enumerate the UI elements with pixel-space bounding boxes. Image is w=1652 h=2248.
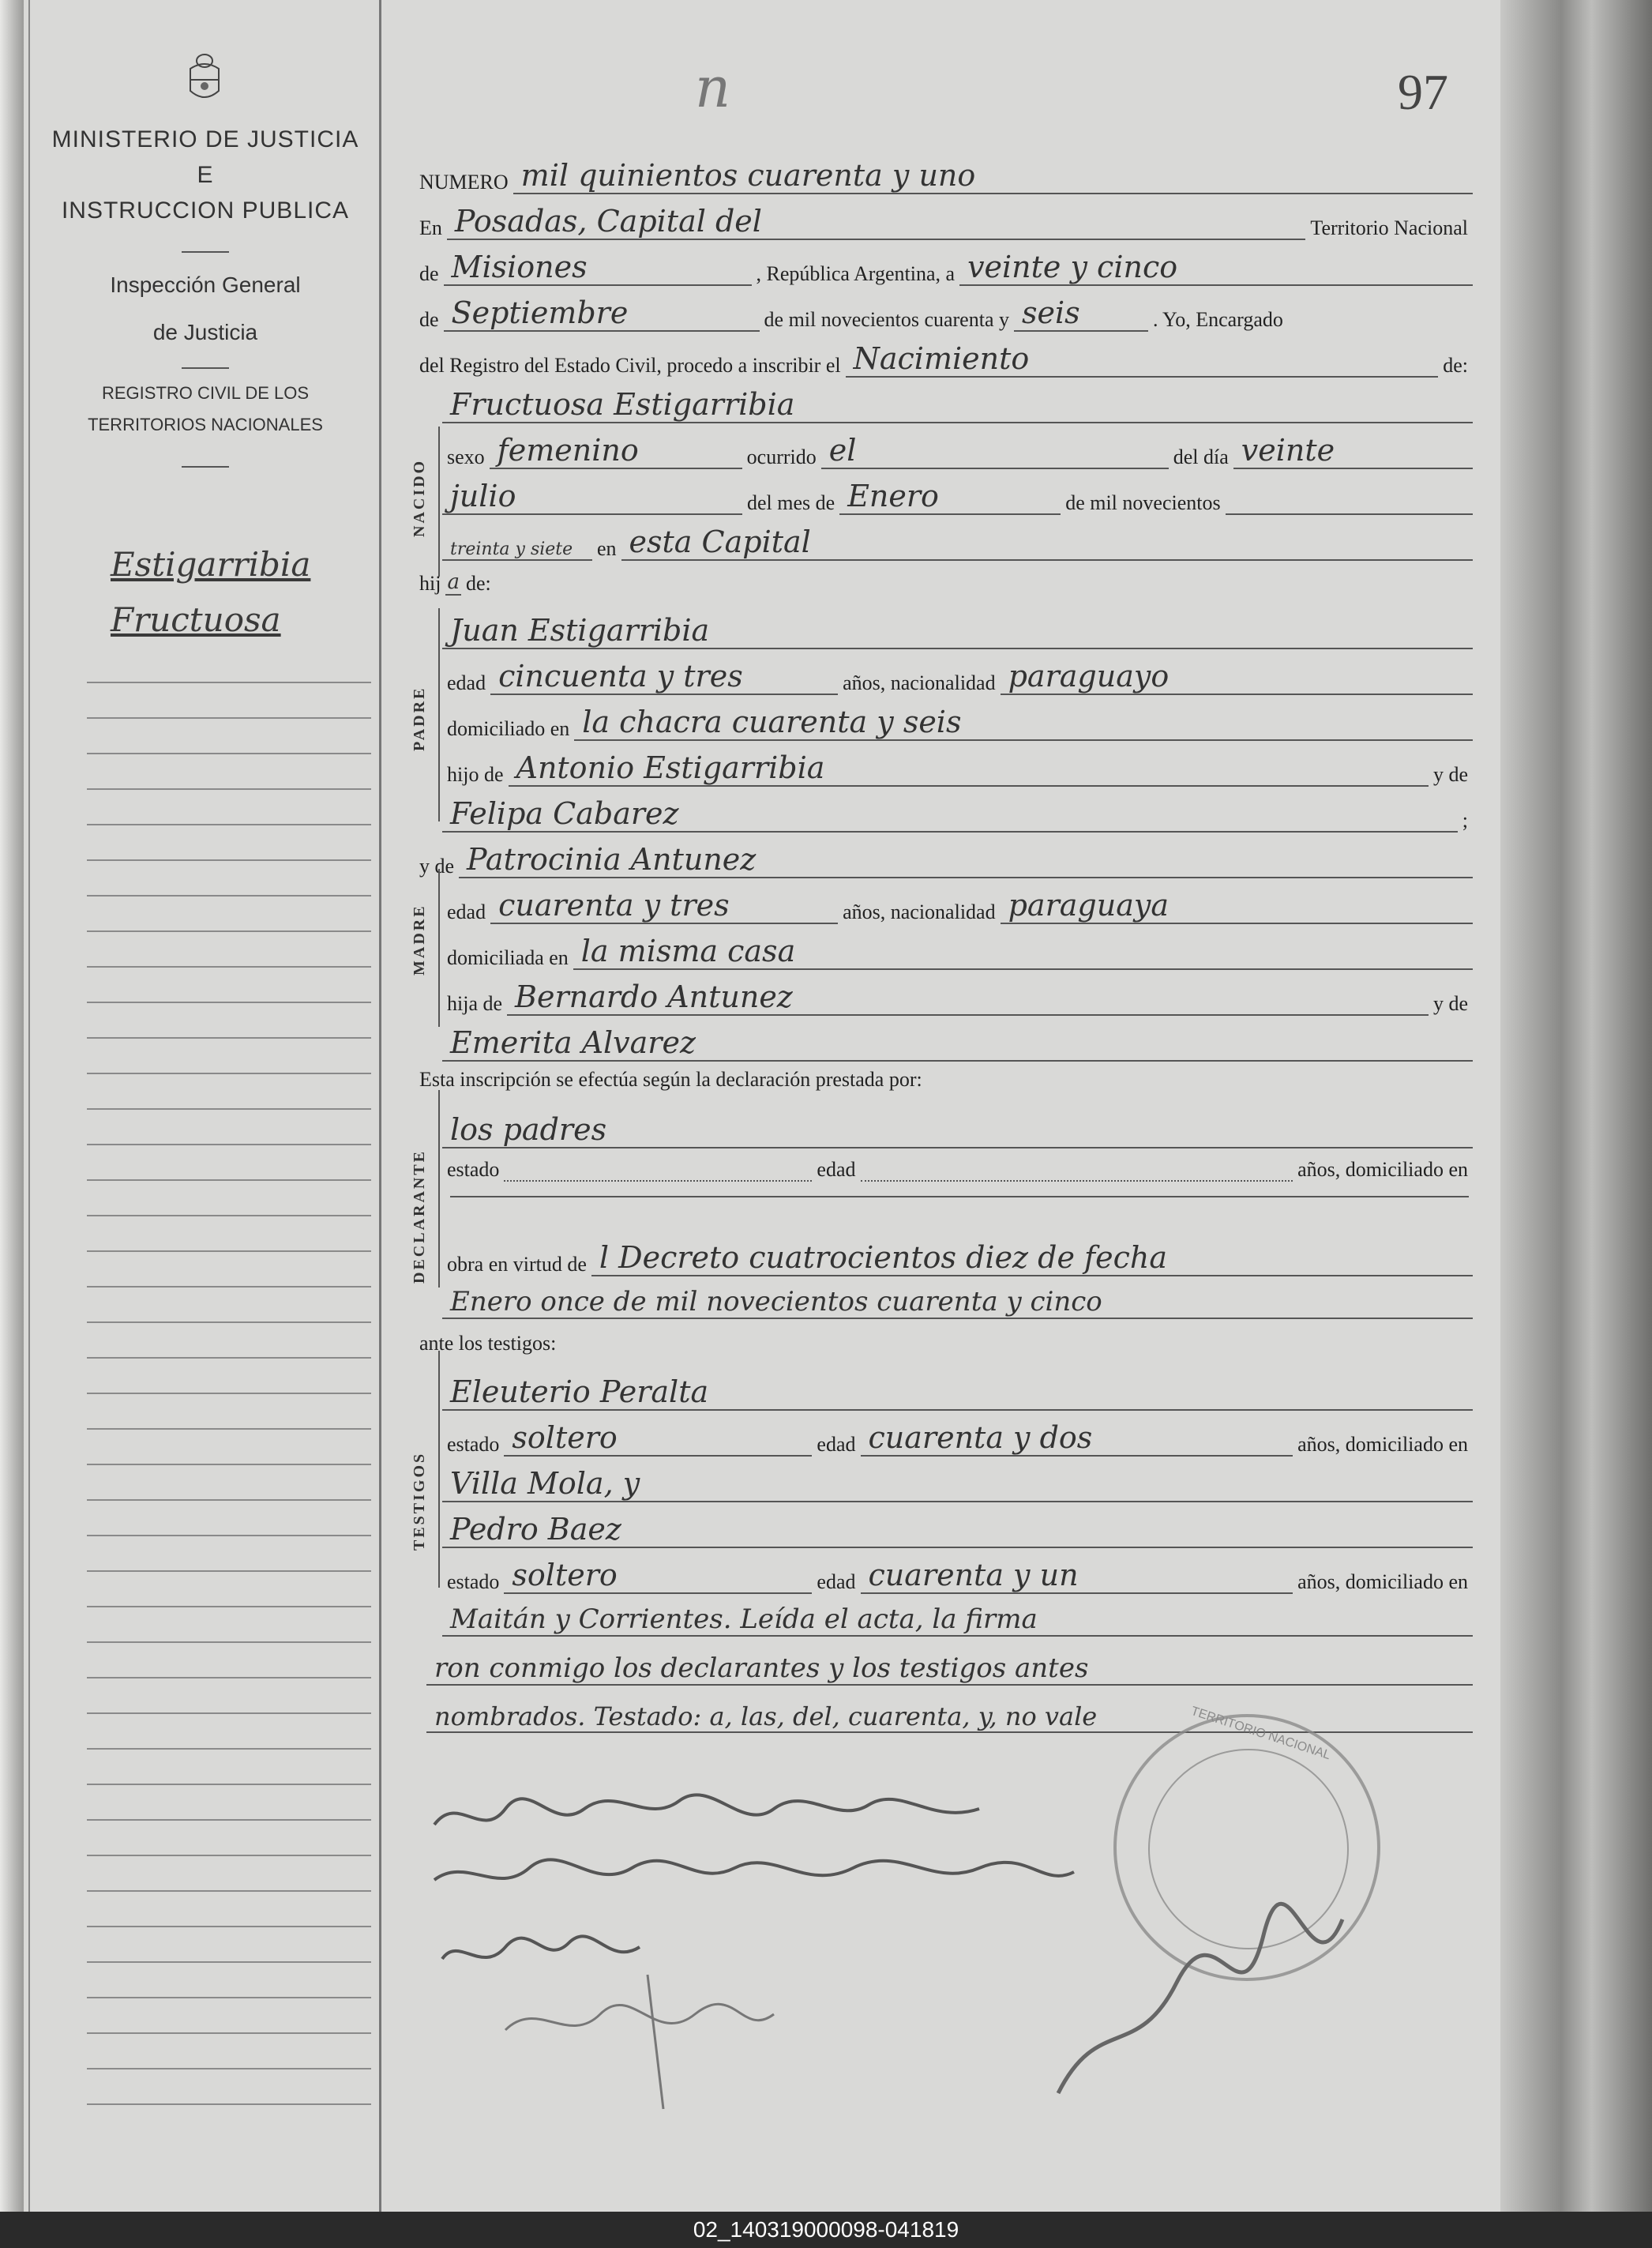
closing-1: ron conmigo los declarantes y los testigos antes <box>426 1652 1473 1686</box>
sidebar-ruled-lines <box>87 648 371 2133</box>
padre-y-de-label: y de <box>1432 763 1468 786</box>
en-label-2: en <box>597 537 617 560</box>
t2-estado-row <box>442 1558 1473 1594</box>
numero-value: mil quinientos cuarenta y uno <box>513 158 1473 194</box>
obra-row <box>442 1240 1473 1276</box>
dia-value: veinte <box>1233 433 1473 469</box>
padre-nac-value: paraguayo <box>1001 659 1473 695</box>
t2-edad: cuarenta y un <box>861 1558 1293 1594</box>
testigos-tag: TESTIGOS <box>411 1451 428 1551</box>
madre-hija-label: hija de <box>447 992 503 1015</box>
de-label: de <box>419 262 439 285</box>
territory-value: Misiones <box>444 250 752 286</box>
signature-pedro <box>505 1975 774 2109</box>
t1-name-row <box>442 1374 1473 1411</box>
t2-edad-label: edad <box>817 1570 856 1593</box>
t1-dom-row <box>442 1466 1473 1502</box>
city-value: Posadas, Capital del <box>447 204 1306 240</box>
dia-value-2: julio <box>442 479 742 515</box>
declarante-edad-value <box>861 1180 1293 1182</box>
obra-label: obra en virtud de <box>447 1253 587 1276</box>
novecientos-label: de mil novecientos <box>1065 491 1221 514</box>
registry-line-1: REGISTRO CIVIL DE LOS <box>101 383 310 403</box>
padre-edad-row <box>442 659 1473 695</box>
madre-nac-label: años, nacionalidad <box>843 900 996 923</box>
t1-edad: cuarenta y dos <box>861 1420 1293 1457</box>
city-row <box>415 204 1473 240</box>
testigos-intro: ante los testigos: <box>419 1332 557 1355</box>
year-label: de mil novecientos cuarenta y <box>764 308 1009 331</box>
t1-dom: Villa Mola, y <box>442 1466 1473 1502</box>
place-row <box>442 524 1473 561</box>
obra-value: l Decreto cuatrocientos diez de fecha <box>591 1240 1473 1276</box>
place-value: esta Capital <box>621 524 1473 561</box>
padre-dom-label: domiciliado en <box>447 717 570 740</box>
hij-de-label: de: <box>465 572 491 595</box>
t1-edad-label: edad <box>817 1433 856 1456</box>
padre-mother-row <box>442 796 1473 833</box>
birth-year-value: treinta y siete <box>442 539 592 561</box>
footer-id: 02_140319000098-041819 <box>0 2212 1652 2248</box>
margin-line <box>28 0 30 2212</box>
t1-estado-label: estado <box>447 1433 500 1456</box>
madre-tag: MADRE <box>411 904 428 976</box>
dept-line-1: Inspección General <box>110 273 301 297</box>
registro-row <box>415 341 1473 378</box>
declarante-edad-label: edad <box>817 1158 856 1181</box>
territory-row <box>415 250 1473 286</box>
ocurrido-value: el <box>821 433 1169 469</box>
madre-name: Patrocinia Antunez <box>459 842 1473 878</box>
madre-edad-value: cuarenta y tres <box>490 888 838 924</box>
t2-estado: soltero <box>504 1558 812 1594</box>
nacido-bracket <box>438 427 440 577</box>
signature-juan <box>434 1795 979 1825</box>
t1-dom-label: años, domiciliado en <box>1297 1433 1468 1456</box>
padre-edad-label: edad <box>447 671 486 694</box>
obra-row-2 <box>442 1286 1473 1319</box>
month-value: Septiembre <box>444 295 760 332</box>
madre-dom-value: la misma casa <box>573 934 1473 970</box>
t1-name: Eleuterio Peralta <box>442 1374 1473 1411</box>
testigos-intro-row <box>415 1332 1473 1355</box>
testigos-bracket <box>438 1351 440 1588</box>
nacido-tag: NACIDO <box>411 458 428 537</box>
divider <box>182 466 229 468</box>
declarante-tag: DECLARANTE <box>411 1148 428 1284</box>
child-name-row <box>442 387 1473 423</box>
madre-parents-row <box>442 979 1473 1016</box>
madre-y-de2-label: y de <box>1432 992 1468 1015</box>
t2-dom: Maitán y Corrientes. Leída el acta, la firma <box>442 1603 1473 1637</box>
territorio-label: Territorio Nacional <box>1310 216 1468 239</box>
hij-label: hij <box>419 572 441 595</box>
ministry-line-3: INSTRUCCION PUBLICA <box>61 197 350 224</box>
book-page-edges <box>1500 0 1652 2212</box>
madre-name-row <box>415 842 1473 878</box>
semicolon: ; <box>1462 809 1468 832</box>
en-label: En <box>419 216 442 239</box>
padre-mother: Felipa Cabarez <box>442 796 1458 833</box>
ministry-line-1: MINISTERIO DE JUSTICIA <box>51 126 359 152</box>
divider <box>182 251 229 253</box>
yo-label: . Yo, Encargado <box>1153 308 1283 331</box>
ocurrido-label: ocurrido <box>746 445 817 468</box>
act-value: Nacimiento <box>846 341 1439 378</box>
de3-label: de: <box>1443 354 1468 377</box>
book-binding <box>0 0 24 2212</box>
madre-edad-label: edad <box>447 900 486 923</box>
madre-mother-row <box>442 1025 1473 1062</box>
republica-label: , República Argentina, a <box>756 262 956 285</box>
declarante-estado-label: estado <box>447 1158 500 1181</box>
year-value: seis <box>1014 295 1148 332</box>
t1-estado: soltero <box>504 1420 812 1457</box>
dept-line-2: de Justicia <box>152 320 258 344</box>
child-name: Fructuosa Estigarribia <box>442 387 1473 423</box>
declarante-blank-line <box>450 1196 1469 1197</box>
padre-hijo-label: hijo de <box>447 763 504 786</box>
signatures <box>426 1777 1453 2156</box>
obra-value-2: Enero once de mil novecientos cuarenta y cinco <box>442 1286 1473 1319</box>
padre-father: Antonio Estigarribia <box>509 750 1429 787</box>
top-scribble: n <box>695 55 731 120</box>
mes-row <box>442 479 1473 515</box>
closing-row-1 <box>426 1652 1473 1686</box>
registro-label: del Registro del Estado Civil, procedo a inscribir el <box>419 354 841 377</box>
padre-edad-value: cincuenta y tres <box>490 659 838 695</box>
madre-dom-label: domiciliada en <box>447 946 569 969</box>
madre-mother: Emerita Alvarez <box>442 1025 1473 1062</box>
signature-officer <box>1058 1904 1342 2093</box>
signature-peralta <box>442 1936 640 1959</box>
sidebar-given-name: Fructuosa <box>111 600 281 639</box>
closing-2: nombrados. Testado: a, las, del, cuarenta, y, no vale <box>426 1701 1473 1733</box>
padre-tag: PADRE <box>411 686 428 752</box>
madre-bracket <box>438 869 440 1027</box>
sexo-value: femenino <box>490 433 742 469</box>
month-row <box>415 295 1473 332</box>
padre-parents-row <box>442 750 1473 787</box>
sexo-label: sexo <box>447 445 485 468</box>
signature-patrocinia <box>434 1859 1074 1880</box>
padre-name: Juan Estigarribia <box>442 613 1473 649</box>
numero-row <box>415 158 1473 194</box>
de2-label: de <box>419 308 439 331</box>
declarante-intro-row <box>415 1068 1473 1092</box>
closing-row-2 <box>426 1701 1473 1733</box>
madre-edad-row <box>442 888 1473 924</box>
t2-dom-label: años, domiciliado en <box>1297 1570 1468 1593</box>
year-value-part <box>1226 513 1473 515</box>
declarante-dom-label: años, domiciliado en <box>1297 1158 1468 1181</box>
mes-label: del mes de <box>747 491 835 514</box>
declarante-intro: Esta inscripción se efectúa según la declaración prestada por: <box>419 1068 922 1091</box>
hij-row <box>415 570 1473 596</box>
padre-name-row <box>442 613 1473 649</box>
madre-nac-value: paraguaya <box>1001 888 1473 924</box>
padre-dom-value: la chacra cuarenta y seis <box>574 705 1473 741</box>
page-number: 97 <box>1398 64 1448 120</box>
padre-nac-label: años, nacionalidad <box>843 671 996 694</box>
hij-value: a <box>447 570 460 594</box>
t2-name-row <box>442 1512 1473 1548</box>
t1-estado-row <box>442 1420 1473 1457</box>
declarante-estado-row <box>442 1158 1473 1182</box>
declarante-bracket <box>438 1090 440 1288</box>
padre-dom-row <box>442 705 1473 741</box>
declarante-name: los padres <box>442 1112 1473 1148</box>
day-value: veinte y cinco <box>959 250 1473 286</box>
stamp-text: TERRITORIO NACIONAL <box>1189 1704 1332 1763</box>
mes-value: Enero <box>839 479 1061 515</box>
ministry-line-2: E <box>197 162 214 188</box>
numero-label: NUMERO <box>419 171 509 194</box>
registry-line-2: TERRITORIOS NACIONALES <box>88 415 323 434</box>
declarante-estado-value <box>504 1180 812 1182</box>
divider <box>182 367 229 369</box>
madre-father: Bernardo Antunez <box>507 979 1429 1016</box>
t2-estado-label: estado <box>447 1570 500 1593</box>
madre-y-de-label: y de <box>419 855 455 878</box>
sexo-row <box>442 433 1473 469</box>
declarante-name-row <box>442 1112 1473 1148</box>
dia-label: del día <box>1173 445 1229 468</box>
t2-name: Pedro Baez <box>442 1512 1473 1548</box>
padre-bracket <box>438 608 440 821</box>
t2-dom-row <box>442 1603 1473 1637</box>
coat-of-arms-icon <box>186 51 223 107</box>
madre-dom-row <box>442 934 1473 970</box>
sidebar-surname: Estigarribia <box>111 545 311 584</box>
